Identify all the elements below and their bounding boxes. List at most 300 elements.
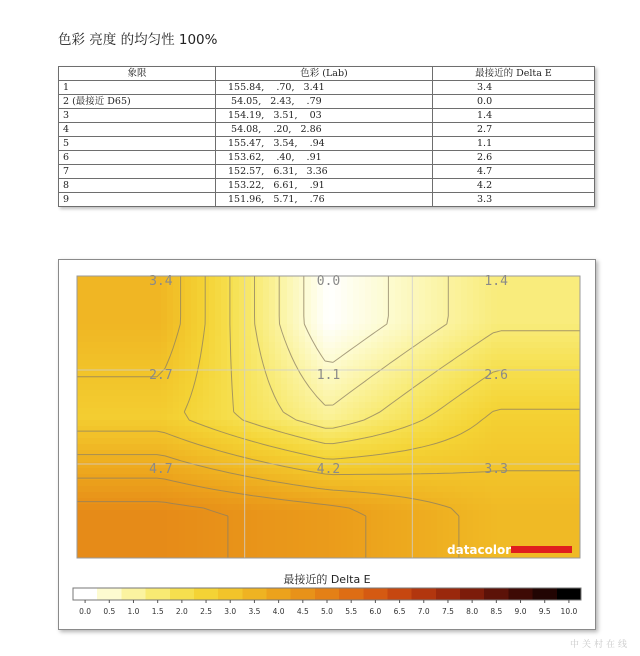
heatmap-pixel <box>293 300 300 307</box>
heatmap-pixel <box>425 450 432 457</box>
heatmap-pixel <box>389 288 396 295</box>
heatmap-pixel <box>515 294 522 301</box>
heatmap-pixel <box>467 522 474 529</box>
heatmap-pixel <box>191 492 198 499</box>
heatmap-pixel <box>299 474 306 481</box>
heatmap-pixel <box>455 420 462 427</box>
heatmap-pixel <box>371 486 378 493</box>
heatmap-pixel <box>149 384 156 391</box>
heatmap-pixel <box>359 324 366 331</box>
heatmap-pixel <box>569 528 576 535</box>
heatmap-pixel <box>77 534 84 541</box>
heatmap-pixel <box>119 288 126 295</box>
heatmap-pixel <box>263 336 270 343</box>
heatmap-pixel <box>149 426 156 433</box>
heatmap-pixel <box>119 348 126 355</box>
heatmap-pixel <box>473 534 480 541</box>
heatmap-pixel <box>77 486 84 493</box>
heatmap-pixel <box>461 282 468 289</box>
heatmap-pixel <box>467 534 474 541</box>
heatmap-pixel <box>401 300 408 307</box>
heatmap-pixel <box>119 540 126 547</box>
heatmap-pixel <box>77 282 84 289</box>
heatmap-pixel <box>467 324 474 331</box>
heatmap-pixel <box>245 324 252 331</box>
heatmap-pixel <box>413 294 420 301</box>
cell-delta-e: 1.4 <box>433 109 595 123</box>
heatmap-pixel <box>287 396 294 403</box>
heatmap-pixel <box>137 438 144 445</box>
heatmap-pixel <box>329 534 336 541</box>
heatmap-pixel <box>485 432 492 439</box>
heatmap-pixel <box>263 534 270 541</box>
heatmap-pixel <box>479 324 486 331</box>
heatmap-pixel <box>563 438 570 445</box>
table-row <box>59 81 595 95</box>
heatmap-pixel <box>149 342 156 349</box>
heatmap-pixel <box>155 300 162 307</box>
scale-swatch <box>194 588 219 600</box>
heatmap-pixel <box>455 372 462 379</box>
table-row <box>59 109 595 123</box>
heatmap-pixel <box>485 420 492 427</box>
heatmap-pixel <box>503 534 510 541</box>
heatmap-pixel <box>107 354 114 361</box>
heatmap-pixel <box>167 384 174 391</box>
heatmap-pixel <box>503 342 510 349</box>
heatmap-pixel <box>281 276 288 283</box>
scale-swatch <box>315 588 340 600</box>
heatmap-pixel <box>137 414 144 421</box>
heatmap-pixel <box>515 504 522 511</box>
heatmap-pixel <box>107 384 114 391</box>
heatmap-pixel <box>245 402 252 409</box>
heatmap-pixel <box>275 330 282 337</box>
heatmap-pixel <box>125 480 132 487</box>
heatmap-pixel <box>383 504 390 511</box>
heatmap-pixel <box>215 300 222 307</box>
heatmap-pixel <box>101 546 108 553</box>
heatmap-pixel <box>497 342 504 349</box>
heatmap-pixel <box>137 324 144 331</box>
heatmap-pixel <box>479 384 486 391</box>
heatmap-pixel <box>545 528 552 535</box>
heatmap-pixel <box>401 408 408 415</box>
heatmap-pixel <box>209 492 216 499</box>
heatmap-pixel <box>371 300 378 307</box>
heatmap-pixel <box>515 354 522 361</box>
heatmap-pixel <box>221 390 228 397</box>
heatmap-pixel <box>179 534 186 541</box>
heatmap-pixel <box>539 444 546 451</box>
heatmap-pixel <box>83 456 90 463</box>
heatmap-pixel <box>179 330 186 337</box>
heatmap-pixel <box>461 510 468 517</box>
heatmap-pixel <box>413 396 420 403</box>
heatmap-pixel <box>557 390 564 397</box>
heatmap-pixel <box>281 540 288 547</box>
heatmap-pixel <box>449 336 456 343</box>
scale-swatch <box>339 588 364 600</box>
heatmap-pixel <box>395 432 402 439</box>
heatmap-pixel <box>185 336 192 343</box>
heatmap-pixel <box>473 336 480 343</box>
heatmap-pixel <box>293 474 300 481</box>
heatmap-pixel <box>401 336 408 343</box>
heatmap-pixel <box>503 432 510 439</box>
heatmap-pixel <box>113 360 120 367</box>
heatmap-pixel <box>533 462 540 469</box>
heatmap-pixel <box>251 510 258 517</box>
heatmap-pixel <box>257 522 264 529</box>
heatmap-pixel <box>227 462 234 469</box>
heatmap-pixel <box>113 282 120 289</box>
heatmap-pixel <box>143 420 150 427</box>
heatmap-pixel <box>449 366 456 373</box>
heatmap-pixel <box>539 516 546 523</box>
heatmap-pixel <box>443 492 450 499</box>
heatmap-pixel <box>77 438 84 445</box>
heatmap-pixel <box>137 456 144 463</box>
heatmap-pixel <box>293 372 300 379</box>
heatmap-pixel <box>365 300 372 307</box>
heatmap-pixel <box>203 378 210 385</box>
heatmap-pixel <box>209 282 216 289</box>
heatmap-pixel <box>425 540 432 547</box>
heatmap-pixel <box>461 486 468 493</box>
heatmap-pixel <box>419 312 426 319</box>
heatmap-pixel <box>197 522 204 529</box>
heatmap-pixel <box>77 456 84 463</box>
heatmap-pixel <box>179 342 186 349</box>
heatmap-pixel <box>425 390 432 397</box>
heatmap-pixel <box>479 492 486 499</box>
heatmap-pixel <box>455 438 462 445</box>
heatmap-pixel <box>473 276 480 283</box>
heatmap-pixel <box>515 276 522 283</box>
heatmap-pixel <box>257 402 264 409</box>
heatmap-pixel <box>101 444 108 451</box>
heatmap-pixel <box>461 300 468 307</box>
heatmap-pixel <box>557 534 564 541</box>
heatmap-pixel <box>419 306 426 313</box>
heatmap-pixel <box>485 492 492 499</box>
heatmap-pixel <box>491 528 498 535</box>
heatmap-pixel <box>185 318 192 325</box>
heatmap-pixel <box>101 336 108 343</box>
heatmap-pixel <box>431 546 438 553</box>
heatmap-pixel <box>203 402 210 409</box>
heatmap-pixel <box>77 396 84 403</box>
heatmap-pixel <box>263 498 270 505</box>
heatmap-pixel <box>287 288 294 295</box>
heatmap-pixel <box>389 432 396 439</box>
heatmap-pixel <box>461 342 468 349</box>
heatmap-pixel <box>245 372 252 379</box>
heatmap-pixel <box>131 546 138 553</box>
heatmap-pixel <box>215 456 222 463</box>
heatmap-pixel <box>563 378 570 385</box>
heatmap-pixel <box>95 306 102 313</box>
heatmap-pixel <box>539 450 546 457</box>
heatmap-pixel <box>257 330 264 337</box>
heatmap-pixel <box>563 528 570 535</box>
heatmap-pixel <box>329 330 336 337</box>
heatmap-pixel <box>539 426 546 433</box>
heatmap-pixel <box>119 306 126 313</box>
heatmap-pixel <box>485 348 492 355</box>
heatmap-pixel <box>89 420 96 427</box>
heatmap-pixel <box>515 534 522 541</box>
heatmap-pixel <box>341 522 348 529</box>
heatmap-pixel <box>317 420 324 427</box>
heatmap-pixel <box>257 396 264 403</box>
heatmap-pixel <box>551 300 558 307</box>
heatmap-pixel <box>365 396 372 403</box>
heatmap-pixel <box>101 384 108 391</box>
heatmap-pixel <box>329 492 336 499</box>
heatmap-pixel <box>305 456 312 463</box>
heatmap-pixel <box>491 300 498 307</box>
heatmap-pixel <box>491 390 498 397</box>
heatmap-pixel <box>119 432 126 439</box>
heatmap-pixel <box>95 546 102 553</box>
heatmap-pixel <box>197 528 204 535</box>
heatmap-pixel <box>113 528 120 535</box>
heatmap-pixel <box>539 372 546 379</box>
heatmap-pixel <box>209 504 216 511</box>
heatmap-pixel <box>389 318 396 325</box>
heatmap-pixel <box>533 384 540 391</box>
heatmap-pixel <box>155 306 162 313</box>
heatmap-pixel <box>335 294 342 301</box>
heatmap-pixel <box>347 300 354 307</box>
heatmap-pixel <box>449 324 456 331</box>
heatmap-pixel <box>209 450 216 457</box>
heatmap-pixel <box>473 414 480 421</box>
scale-swatch <box>533 588 558 600</box>
heatmap-pixel <box>449 354 456 361</box>
heatmap-pixel <box>479 438 486 445</box>
heatmap-pixel <box>221 306 228 313</box>
heatmap-pixel <box>347 324 354 331</box>
heatmap-pixel <box>341 372 348 379</box>
heatmap-pixel <box>323 546 330 553</box>
heatmap-pixel <box>197 312 204 319</box>
heatmap-pixel <box>413 534 420 541</box>
heatmap-pixel <box>527 354 534 361</box>
heatmap-pixel <box>305 534 312 541</box>
heatmap-pixel <box>185 504 192 511</box>
heatmap-pixel <box>515 402 522 409</box>
heatmap-pixel <box>527 306 534 313</box>
heatmap-pixel <box>521 342 528 349</box>
heatmap-pixel <box>305 414 312 421</box>
heatmap-pixel <box>341 336 348 343</box>
heatmap-pixel <box>245 318 252 325</box>
heatmap-pixel <box>77 294 84 301</box>
heatmap-pixel <box>371 288 378 295</box>
heatmap-pixel <box>539 534 546 541</box>
heatmap-pixel <box>449 306 456 313</box>
heatmap-pixel <box>521 420 528 427</box>
heatmap-pixel <box>341 480 348 487</box>
heatmap-pixel <box>137 450 144 457</box>
heatmap-pixel <box>341 402 348 409</box>
heatmap-pixel <box>425 318 432 325</box>
heatmap-pixel <box>149 324 156 331</box>
heatmap-pixel <box>473 522 480 529</box>
heatmap-pixel <box>449 444 456 451</box>
heatmap-pixel <box>329 450 336 457</box>
heatmap-pixel <box>275 360 282 367</box>
heatmap-pixel <box>527 510 534 517</box>
heatmap-pixel <box>485 450 492 457</box>
heatmap-pixel <box>455 462 462 469</box>
heatmap-pixel <box>557 522 564 529</box>
heatmap-pixel <box>497 504 504 511</box>
heatmap-pixel <box>395 372 402 379</box>
heatmap-pixel <box>203 318 210 325</box>
heatmap-pixel <box>419 330 426 337</box>
heatmap-pixel <box>401 288 408 295</box>
heatmap-pixel <box>443 414 450 421</box>
heatmap-pixel <box>251 354 258 361</box>
heatmap-pixel <box>389 366 396 373</box>
heatmap-pixel <box>545 456 552 463</box>
heatmap-pixel <box>101 324 108 331</box>
heatmap-pixel <box>191 516 198 523</box>
heatmap-pixel <box>137 372 144 379</box>
heatmap-pixel <box>215 414 222 421</box>
heatmap-pixel <box>185 510 192 517</box>
heatmap-pixel <box>353 534 360 541</box>
heatmap-pixel <box>191 342 198 349</box>
heatmap-pixel <box>569 294 576 301</box>
heatmap-pixel <box>389 276 396 283</box>
heatmap-pixel <box>107 444 114 451</box>
heatmap-pixel <box>119 456 126 463</box>
heatmap-pixel <box>509 462 516 469</box>
heatmap-pixel <box>545 462 552 469</box>
heatmap-pixel <box>77 366 84 373</box>
heatmap-pixel <box>515 462 522 469</box>
cell-quadrant: 3 <box>59 109 216 123</box>
heatmap-pixel <box>509 372 516 379</box>
heatmap-pixel <box>161 444 168 451</box>
heatmap-pixel <box>119 546 126 553</box>
heatmap-pixel <box>173 402 180 409</box>
heatmap-pixel <box>179 528 186 535</box>
heatmap-pixel <box>359 516 366 523</box>
heatmap-pixel <box>347 306 354 313</box>
heatmap-pixel <box>275 276 282 283</box>
heatmap-pixel <box>377 450 384 457</box>
heatmap-pixel <box>347 480 354 487</box>
heatmap-pixel <box>353 492 360 499</box>
heatmap-pixel <box>191 336 198 343</box>
heatmap-pixel <box>431 294 438 301</box>
heatmap-pixel <box>101 450 108 457</box>
heatmap-pixel <box>323 480 330 487</box>
heatmap-pixel <box>119 366 126 373</box>
heatmap-pixel <box>185 312 192 319</box>
heatmap-pixel <box>539 522 546 529</box>
heatmap-pixel <box>317 384 324 391</box>
heatmap-pixel <box>449 522 456 529</box>
heatmap-pixel <box>281 318 288 325</box>
heatmap-pixel <box>197 318 204 325</box>
heatmap-pixel <box>437 450 444 457</box>
heatmap-pixel <box>437 546 444 553</box>
heatmap-pixel <box>509 294 516 301</box>
heatmap-pixel <box>125 456 132 463</box>
heatmap-pixel <box>365 318 372 325</box>
heatmap-pixel <box>515 366 522 373</box>
heatmap-pixel <box>377 306 384 313</box>
heatmap-pixel <box>221 438 228 445</box>
heatmap-pixel <box>317 390 324 397</box>
heatmap-pixel <box>251 444 258 451</box>
cell-quadrant: 4 <box>59 123 216 137</box>
heatmap-pixel <box>437 360 444 367</box>
heatmap-pixel <box>515 486 522 493</box>
heatmap-pixel <box>197 348 204 355</box>
heatmap-pixel <box>173 546 180 553</box>
heatmap-pixel <box>95 444 102 451</box>
heatmap-pixel <box>353 336 360 343</box>
heatmap-pixel <box>449 402 456 409</box>
heatmap-pixel <box>149 480 156 487</box>
heatmap-pixel <box>179 420 186 427</box>
heatmap-pixel <box>257 486 264 493</box>
heatmap-pixel <box>347 318 354 325</box>
heatmap-pixel <box>419 408 426 415</box>
heatmap-pixel <box>395 294 402 301</box>
heatmap-pixel <box>269 504 276 511</box>
heatmap-pixel <box>353 444 360 451</box>
heatmap-pixel <box>557 366 564 373</box>
heatmap-pixel <box>119 384 126 391</box>
heatmap-pixel <box>371 306 378 313</box>
heatmap-pixel <box>203 474 210 481</box>
heatmap-pixel <box>107 414 114 421</box>
heatmap-pixel <box>233 324 240 331</box>
heatmap-pixel <box>353 414 360 421</box>
heatmap-pixel <box>515 312 522 319</box>
heatmap-pixel <box>227 420 234 427</box>
heatmap-pixel <box>461 354 468 361</box>
heatmap-pixel <box>191 306 198 313</box>
heatmap-pixel <box>461 336 468 343</box>
heatmap-pixel <box>533 342 540 349</box>
heatmap-pixel <box>557 528 564 535</box>
heatmap-pixel <box>203 450 210 457</box>
heatmap-pixel <box>491 396 498 403</box>
heatmap-pixel <box>155 444 162 451</box>
heatmap-pixel <box>119 528 126 535</box>
heatmap-pixel <box>209 348 216 355</box>
heatmap-pixel <box>557 306 564 313</box>
heatmap-pixel <box>281 516 288 523</box>
heatmap-pixel <box>521 366 528 373</box>
heatmap-pixel <box>125 492 132 499</box>
heatmap-pixel <box>341 318 348 325</box>
heatmap-pixel <box>437 318 444 325</box>
heatmap-pixel <box>179 402 186 409</box>
heatmap-pixel <box>131 312 138 319</box>
heatmap-pixel <box>215 372 222 379</box>
